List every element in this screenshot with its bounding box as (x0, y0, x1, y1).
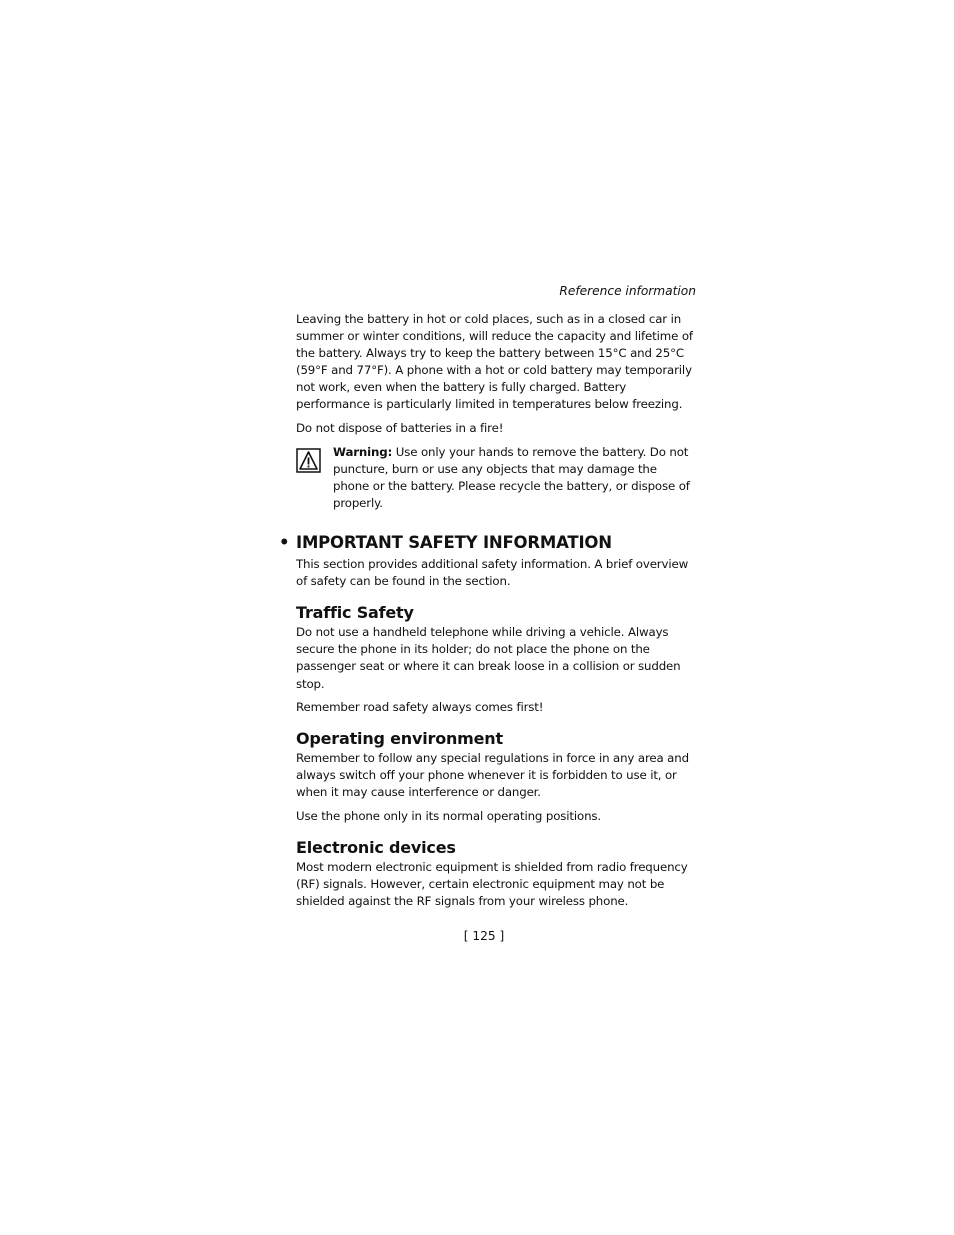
traffic-safety-paragraph: Do not use a handheld telephone while driving a vehicle. Always secure the phone in its holder; do not place the phone on the passenger seat or where it can break loose in a collision or sudden stop. (296, 625, 681, 691)
section-title: IMPORTANT SAFETY INFORMATION (296, 533, 612, 553)
subsection-title-electronic-devices: Electronic devices (296, 838, 456, 858)
battery-temperature-paragraph: Leaving the battery in hot or cold places, such as in a closed car in summer or winter conditions, will reduce the capacity and lifetime of the battery. Always try to keep the battery between 15°C and 25°C (59°F and 77°F). A phone with a hot or cold battery may temporarily not work, even when the battery is fully charged. Battery performance is particularly limited in temperatures below freezing. (296, 312, 693, 412)
running-header: Reference information (559, 284, 696, 298)
section-intro: This section provides additional safety information. A brief overview of safety can be found in the section. (296, 557, 689, 589)
battery-fire-note: Do not dispose of batteries in a fire! (296, 421, 504, 436)
warning-body: Use only your hands to remove the battery. Do not puncture, burn or use any objects that may damage the phone or the battery. Please recycle the battery, or dispose of properly. (333, 444, 690, 510)
subsection-title-operating-environment: Operating environment (296, 729, 503, 749)
section-bullet: • (279, 533, 290, 553)
subsection-title-traffic-safety: Traffic Safety (296, 603, 414, 623)
page-content (279, 283, 696, 917)
warning-label: Warning: (333, 444, 393, 459)
warning-block (296, 444, 696, 512)
page-number: [ 125 ] (463, 929, 505, 943)
warning-text (333, 444, 696, 512)
electronic-devices-paragraph: Most modern electronic equipment is shielded from radio frequency (RF) signals. However, certain electronic equipment may not be shielded against the RF signals from your wireless phone. (296, 860, 688, 909)
warning-triangle-icon (296, 448, 321, 473)
operating-environment-note: Use the phone only in its normal operating positions. (296, 808, 601, 823)
section-heading (279, 533, 696, 553)
traffic-safety-reminder: Remember road safety always comes first! (296, 700, 544, 715)
operating-environment-paragraph: Remember to follow any special regulations in force in any area and always switch off your phone whenever it is forbidden to use it, or when it may cause interference or danger. (296, 751, 689, 800)
